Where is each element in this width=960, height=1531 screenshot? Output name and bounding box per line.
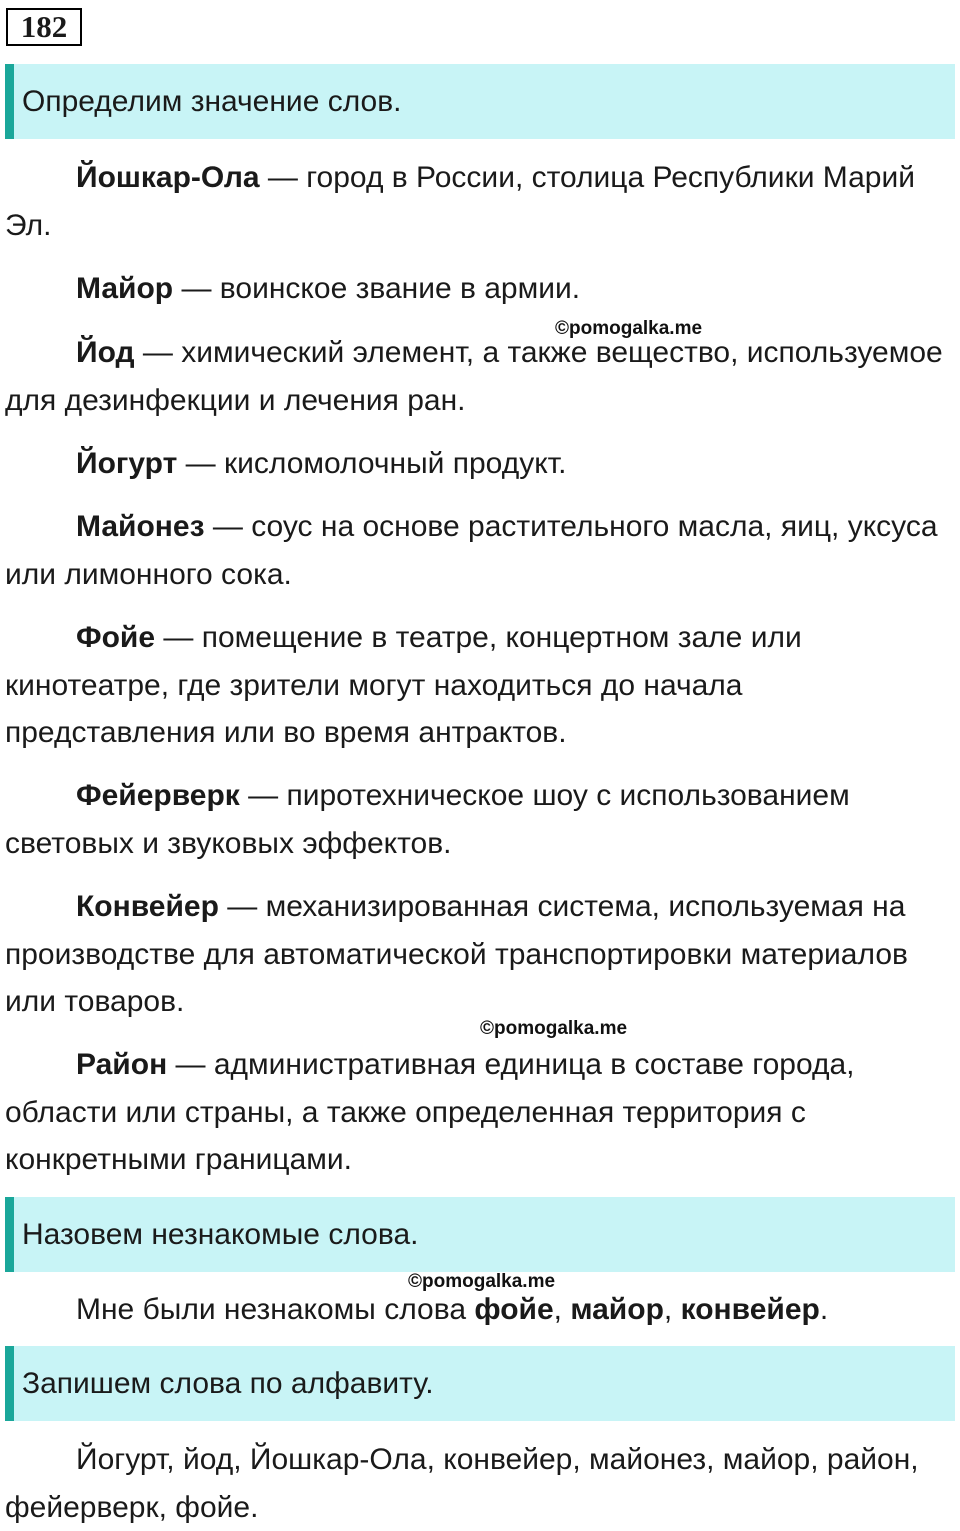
definition-term: Йошкар-Ола <box>76 161 260 194</box>
definition-term: Майонез <box>76 510 205 543</box>
unknown-word: майор <box>570 1293 664 1326</box>
separator: . <box>819 1293 829 1326</box>
unknown-words-sentence <box>5 1286 950 1334</box>
definition-term: Йогурт <box>76 447 178 480</box>
definition-mayor <box>5 265 950 313</box>
section-banner-unknown <box>5 1197 955 1272</box>
definition-rayon <box>5 1041 950 1184</box>
definition-yoshkar-ola <box>5 154 950 249</box>
sentence-text: Мне были незнакомы слова <box>76 1293 475 1326</box>
definition-term: Йод <box>76 336 135 369</box>
section-title: Определим значение слов. <box>22 84 402 118</box>
definition-foye <box>5 614 950 757</box>
definition-text: — пиротехническое шоу с использованием световых и звуковых эффектов. <box>5 779 850 860</box>
watermark: ©pomogalka.me <box>408 1271 556 1292</box>
definition-yogurt <box>5 440 950 488</box>
section-title: Запишем слова по алфавиту. <box>22 1366 434 1400</box>
definition-term: Район <box>76 1048 168 1081</box>
definition-term: Фойе <box>76 621 156 654</box>
section-banner-meanings <box>5 64 955 139</box>
definition-term: Майор <box>76 272 174 305</box>
definition-text: — соус на основе растительного масла, яиц, уксуса или лимонного сока. <box>5 510 938 591</box>
watermark: ©pomogalka.me <box>555 318 703 339</box>
definition-term: Конвейер <box>76 890 219 923</box>
definition-text: — химический элемент, а также вещество, используемое для дезинфекции и лечения ран. <box>5 336 943 417</box>
task-number: 182 <box>6 8 82 46</box>
answer-text: Йогурт, йод, Йошкар-Ола, конвейер, майонез, майор, район, фейерверк, фойе. <box>5 1443 919 1524</box>
definition-yod <box>5 329 950 424</box>
alphabet-answer <box>5 1436 950 1531</box>
definition-mayonez <box>5 503 950 598</box>
definition-text: — воинское звание в армии. <box>173 272 581 305</box>
section-title: Назовем незнакомые слова. <box>22 1217 419 1251</box>
separator: , <box>663 1293 681 1326</box>
definition-text: — административная единица в составе города, области или страны, а также определенная территория с конкретными границами. <box>5 1048 855 1176</box>
watermark: ©pomogalka.me <box>480 1018 628 1039</box>
separator: , <box>553 1293 571 1326</box>
definition-text: — город в России, столица Республики Марий Эл. <box>5 161 915 242</box>
definition-feyerverk <box>5 772 950 867</box>
definition-text: — механизированная система, используемая на производстве для автоматической транспортировки материалов или товаров. <box>5 890 908 1018</box>
definition-text: — кисломолочный продукт. <box>177 447 567 480</box>
definition-text: — помещение в театре, концертном зале или кинотеатре, где зрители могут находиться до начала представления или во время антрактов. <box>5 621 802 749</box>
unknown-word: фойе <box>474 1293 554 1326</box>
section-banner-alphabet <box>5 1346 955 1421</box>
unknown-word: конвейер <box>680 1293 820 1326</box>
definition-term: Фейерверк <box>76 779 240 812</box>
definition-konveyer <box>5 883 950 1026</box>
